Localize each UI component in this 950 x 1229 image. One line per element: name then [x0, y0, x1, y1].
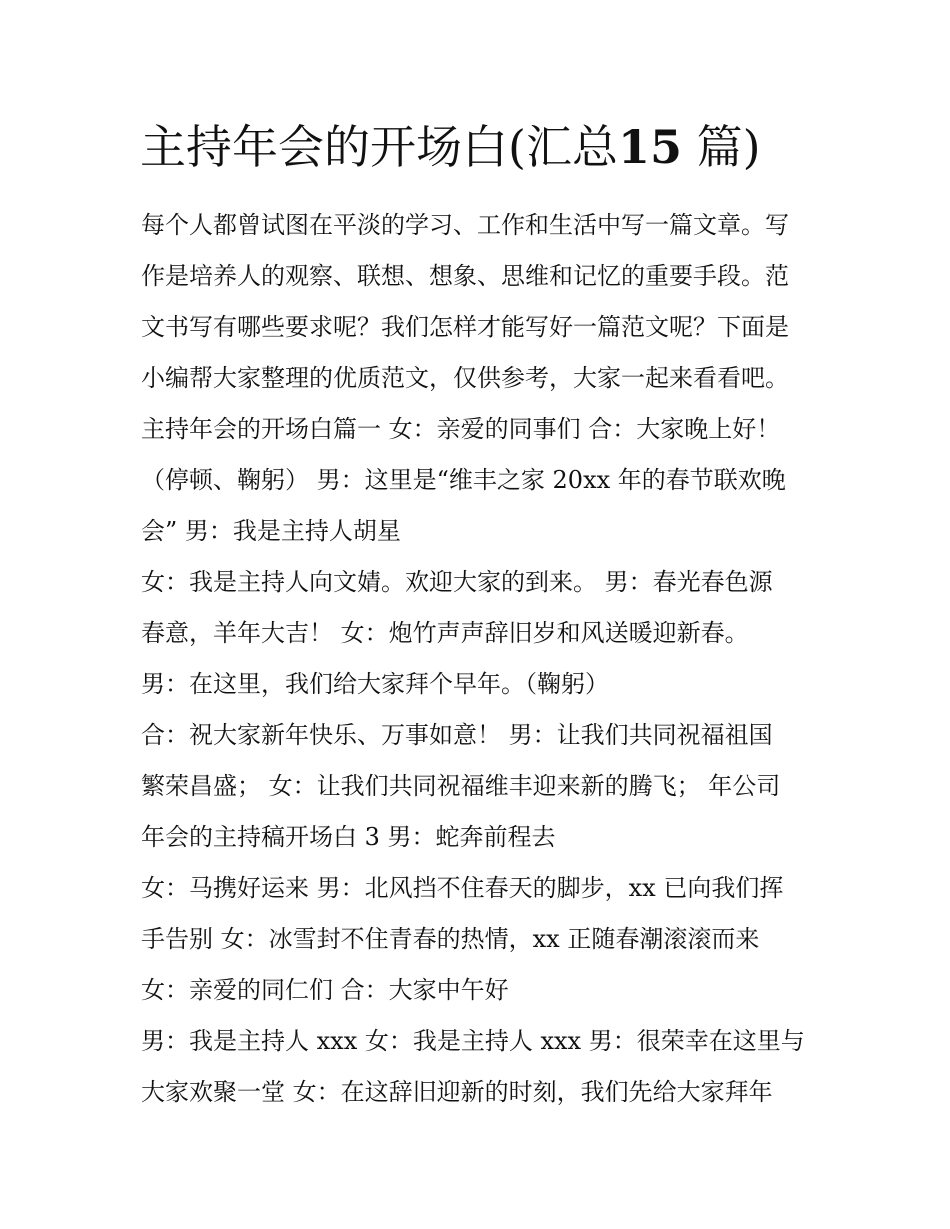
body-line: 大家欢聚一堂 女：在这辞旧迎新的时刻，我们先给大家拜年 — [141, 1078, 773, 1106]
body-line: 每个人都曾试图在平淡的学习、工作和生活中写一篇文章。写 — [141, 211, 789, 239]
body-line: 女：马携好运来 男：北风挡不住春天的脚步，xx 已向我们挥 — [141, 874, 784, 902]
body-line: 年会的主持稿开场白 3 男：蛇奔前程去 — [141, 823, 556, 851]
document-title — [140, 112, 840, 182]
body-line: 会” 男：我是主持人胡星 — [141, 517, 401, 545]
title-number: 15 — [617, 120, 682, 174]
title-suffix: 篇) — [696, 120, 761, 174]
body-line: 繁荣昌盛； 女：让我们共同祝福维丰迎来新的腾飞； 年公司 — [141, 772, 781, 800]
body-line: 主持年会的开场白篇一 女：亲爱的同事们 合：大家晚上好！ — [141, 415, 781, 443]
body-line: （停顿、鞠躬） 男：这里是“维丰之家 20xx 年的春节联欢晚 — [141, 466, 786, 494]
title-prefix: 主持年会的开场白(汇总 — [140, 120, 618, 174]
body-line: 小编帮大家整理的优质范文，仅供参考，大家一起来看看吧。 — [141, 364, 789, 392]
body-line: 女：我是主持人向文婧。欢迎大家的到来。 男：春光春色源 — [141, 568, 773, 596]
body-line: 男：在这里，我们给大家拜个早年。（鞠躬） — [141, 670, 609, 698]
body-line: 春意，羊年大吉！ 女：炮竹声声辞旧岁和风送暖迎新春。 — [141, 619, 749, 647]
body-line: 作是培养人的观察、联想、想象、思维和记忆的重要手段。范 — [141, 262, 789, 290]
body-line: 文书写有哪些要求呢？我们怎样才能写好一篇范文呢？下面是 — [141, 313, 789, 341]
body-line: 女：亲爱的同仁们 合：大家中午好 — [141, 976, 509, 1004]
body-line: 合：祝大家新年快乐、万事如意！ 男：让我们共同祝福祖国 — [141, 721, 773, 749]
body-line: 手告别 女：冰雪封不住青春的热情，xx 正随春潮滚滚而来 — [141, 925, 760, 953]
document-body — [141, 200, 821, 1118]
body-line: 男：我是主持人 xxx 女：我是主持人 xxx 男：很荣幸在这里与 — [141, 1027, 805, 1055]
